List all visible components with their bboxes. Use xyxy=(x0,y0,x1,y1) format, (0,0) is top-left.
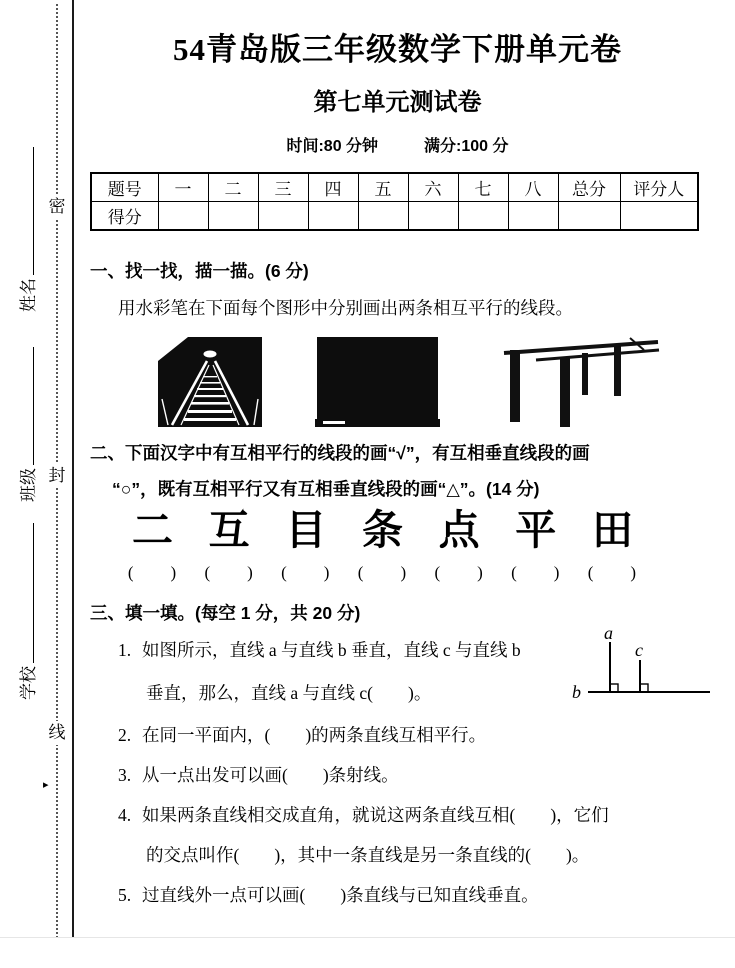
header-question-no: 题号 xyxy=(91,173,158,202)
item-text: 在同一平面内，( )的两条直线互相平行。 xyxy=(142,725,487,745)
section2-heading-line2: “○”，既有互相平行又有互相垂直线段的画“△”。(14 分) xyxy=(112,479,540,499)
answer-bracket: ( ) xyxy=(357,563,408,582)
header-col-4: 四 xyxy=(308,173,358,202)
big-character: 点 xyxy=(438,507,480,553)
score-cell xyxy=(208,202,258,231)
class-blank-line xyxy=(20,347,34,465)
school-field xyxy=(14,523,39,700)
seal-arrow-mark: ▸ xyxy=(43,779,49,791)
score-table xyxy=(90,172,699,231)
answer-bracket: ( ) xyxy=(511,563,561,582)
answer-bracket: ( ) xyxy=(127,563,178,582)
big-character: 平 xyxy=(515,507,557,553)
class-field xyxy=(14,347,39,502)
score-table-header-row xyxy=(91,173,698,202)
header-total: 总分 xyxy=(558,173,620,202)
character-item xyxy=(115,506,190,583)
name-field xyxy=(14,147,39,312)
exam-meta xyxy=(90,133,705,156)
student-info-fields xyxy=(6,118,48,700)
character-item xyxy=(345,506,420,583)
class-label: 班级 xyxy=(19,468,38,502)
item-text: 如图所示，直线 a 与直线 b 垂直，直线 c 与直线 b xyxy=(142,640,521,660)
header-col-8: 八 xyxy=(508,173,558,202)
item-text: 如果两条直线相交成直角，就说这两条直线互相( )，它们 xyxy=(142,805,609,825)
fill-item-4-line2: 的交点叫作( )，其中一条直线是另一条直线的( )。 xyxy=(146,845,590,865)
header-col-2: 二 xyxy=(208,173,258,202)
margin-solid-line xyxy=(72,0,74,938)
item-number: 1. xyxy=(118,640,132,660)
header-col-5: 五 xyxy=(358,173,408,202)
perpendicular-lines-diagram xyxy=(570,628,715,713)
answer-bracket: ( ) xyxy=(281,563,331,582)
time-info: 时间:80 分钟 xyxy=(286,138,379,155)
header-grader: 评分人 xyxy=(620,173,698,202)
character-item xyxy=(268,506,343,583)
student-info-rotated xyxy=(6,118,48,700)
answer-bracket: ( ) xyxy=(434,563,484,582)
line-c-label: c xyxy=(635,640,643,660)
item-number: 3. xyxy=(118,765,132,785)
page-bottom-edge xyxy=(0,937,735,938)
score-table-score-row xyxy=(91,202,698,231)
section3-heading: 三、填一填。(每空 1 分，共 20 分) xyxy=(90,603,361,623)
page-title: 54青岛版三年级数学下册单元卷 xyxy=(173,32,622,67)
item-text: 过直线外一点可以画( )条直线与已知直线垂直。 xyxy=(142,885,539,905)
line-b-label: b xyxy=(572,682,581,702)
score-cell-grader xyxy=(620,202,698,231)
fill-item-1-line1 xyxy=(118,637,521,662)
item-text: 从一点出发可以画( )条射线。 xyxy=(142,765,399,785)
header-col-3: 三 xyxy=(258,173,308,202)
parallel-bars-photo xyxy=(502,337,660,432)
score-cell xyxy=(458,202,508,231)
seal-char-mi: 密 xyxy=(46,195,68,219)
name-blank-line xyxy=(20,147,34,275)
score-row-label: 得分 xyxy=(91,202,158,231)
unit-subtitle: 第七单元测试卷 xyxy=(313,90,482,116)
score-info: 满分:100 分 xyxy=(424,138,509,155)
big-character: 目 xyxy=(285,507,327,553)
header-col-7: 七 xyxy=(458,173,508,202)
fill-item-1-line2: 垂直，那么，直线 a 与直线 c( )。 xyxy=(146,683,432,703)
score-cell-total xyxy=(558,202,620,231)
big-character: 互 xyxy=(208,507,250,553)
section1-heading: 一、找一找，描一描。(6 分) xyxy=(90,261,309,281)
item-number: 2. xyxy=(118,725,132,745)
big-character: 条 xyxy=(361,507,403,553)
seal-char-xian: 线 xyxy=(46,721,68,745)
character-item xyxy=(575,506,650,583)
seal-char-feng: 封 xyxy=(46,464,68,488)
item-number: 4. xyxy=(118,805,132,825)
fill-item-5 xyxy=(118,882,539,907)
section1-images-row xyxy=(90,335,705,433)
section2-characters-row xyxy=(115,506,650,583)
item-number: 5. xyxy=(118,885,132,905)
answer-bracket: ( ) xyxy=(587,563,638,582)
header-col-6: 六 xyxy=(408,173,458,202)
score-cell xyxy=(308,202,358,231)
fill-item-3 xyxy=(118,762,399,787)
big-character: 田 xyxy=(591,507,633,553)
name-label: 姓名 xyxy=(19,278,38,312)
answer-bracket: ( ) xyxy=(204,563,254,582)
score-cell xyxy=(408,202,458,231)
score-cell xyxy=(258,202,308,231)
header-col-1: 一 xyxy=(158,173,208,202)
line-a-label: a xyxy=(604,628,613,643)
section1-instruction: 用水彩笔在下面每个图形中分别画出两条相互平行的线段。 xyxy=(118,298,573,318)
character-item xyxy=(498,506,573,583)
score-cell xyxy=(508,202,558,231)
big-character: 二 xyxy=(132,507,173,553)
section2-heading-line1: 二、下面汉字中有互相平行的线段的画“√”，有互相垂直线段的画 xyxy=(90,443,590,463)
fill-item-2 xyxy=(118,722,486,747)
school-blank-line xyxy=(20,523,34,663)
school-label: 学校 xyxy=(19,666,38,700)
blackboard-photo xyxy=(315,337,440,429)
character-item xyxy=(192,506,267,583)
railway-tracks-photo xyxy=(158,337,262,427)
score-cell xyxy=(358,202,408,231)
character-item xyxy=(422,506,497,583)
score-cell xyxy=(158,202,208,231)
fill-item-4-line1 xyxy=(118,802,609,827)
